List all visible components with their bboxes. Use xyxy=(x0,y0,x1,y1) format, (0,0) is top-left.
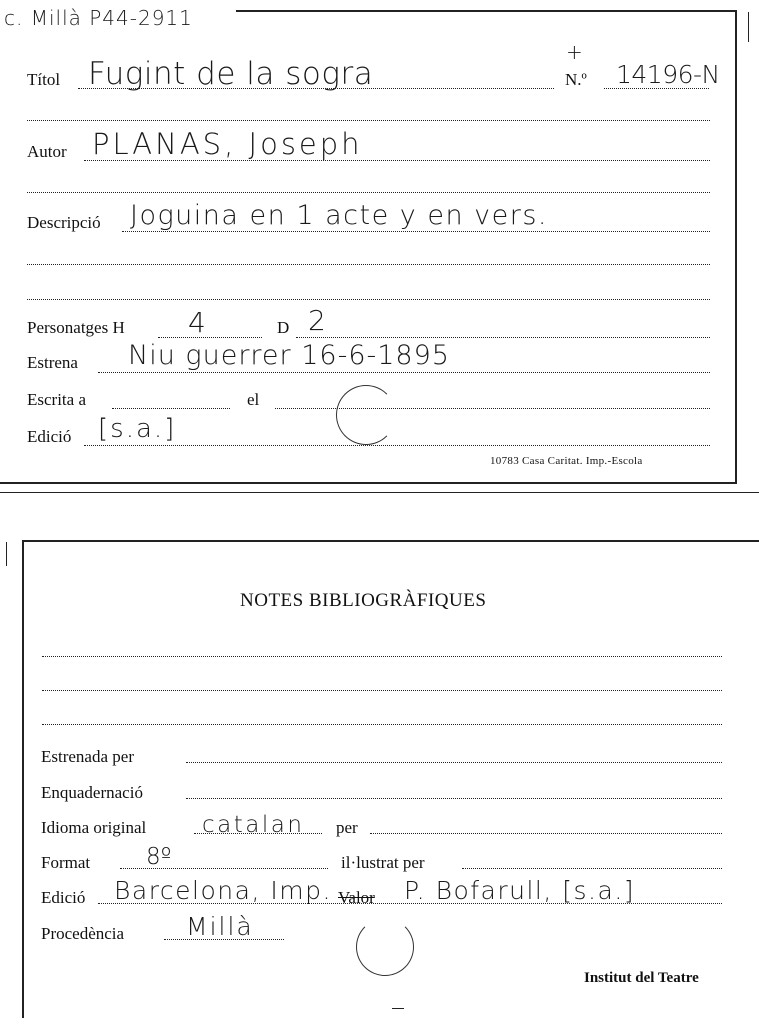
descripcio-label: Descripció xyxy=(27,213,101,232)
d-line xyxy=(296,337,710,338)
descripcio-line xyxy=(122,231,710,232)
estrenada-line xyxy=(186,762,722,763)
edicio-value-2a: Barcelona, Imp. xyxy=(114,876,332,905)
reference-note: c. Millà P44-2911 xyxy=(4,6,193,30)
escrita-label: Escrita a xyxy=(27,390,86,409)
card2-bottom-mark xyxy=(392,1008,404,1009)
d-label: D xyxy=(277,318,290,337)
estrena-value: Niu guerrer 16-6-1895 xyxy=(128,340,450,371)
descripcio-line-3 xyxy=(27,299,710,300)
card1-bottom-edge xyxy=(0,482,737,484)
card2-left-edge xyxy=(22,540,24,1018)
num-mark: + xyxy=(566,40,583,64)
procedencia-label: Procedència xyxy=(41,924,125,943)
descripcio-line-2 xyxy=(27,264,710,265)
institution-label: Institut del Teatre xyxy=(584,970,699,986)
card1-top-edge xyxy=(236,10,736,12)
edicio-value-2b: P. Bofarull, [s.a.] xyxy=(404,876,636,905)
idioma-value: catalan xyxy=(202,812,305,838)
printer-note: 10783 Casa Caritat. Imp.-Escola xyxy=(490,455,643,467)
notes-line-1 xyxy=(42,656,722,657)
card2-edge-mark xyxy=(6,542,7,566)
autor-line-2 xyxy=(27,192,710,193)
num-value: 14196-N xyxy=(616,60,720,89)
procedencia-value: Millà xyxy=(186,912,254,941)
card1-tick-right xyxy=(748,12,749,42)
autor-label: Autor xyxy=(27,142,67,161)
illustrat-line xyxy=(462,868,722,869)
titol-label: Títol xyxy=(27,70,61,89)
punch-hole-2 xyxy=(356,918,414,976)
titol-value: Fugint de la sogra xyxy=(88,56,374,92)
edicio-struck: Valor xyxy=(338,888,375,907)
estrena-line xyxy=(98,372,710,373)
notes-line-3 xyxy=(42,724,722,725)
el-label: el xyxy=(247,390,260,409)
illustrat-label: il·lustrat per xyxy=(341,853,425,872)
enquadernacio-label: Enquadernació xyxy=(41,783,143,802)
autor-value: PLANAS, Joseph xyxy=(92,127,363,161)
format-label: Format xyxy=(41,853,91,872)
d-value: 2 xyxy=(308,304,326,337)
estrenada-label: Estrenada per xyxy=(41,747,134,766)
notes-heading: NOTES BIBLIOGRÀFIQUES xyxy=(240,590,487,611)
personatges-label: Personatges H xyxy=(27,318,125,337)
per-line xyxy=(370,833,722,834)
notes-line-2 xyxy=(42,690,722,691)
card1-right-edge xyxy=(735,10,737,482)
num-label: N.º xyxy=(565,70,587,89)
card2-top-edge xyxy=(22,540,759,542)
catalog-card-2 xyxy=(0,530,759,1028)
catalog-card-1 xyxy=(0,0,759,500)
card1-bottom-edge-2 xyxy=(0,492,759,493)
idioma-label: Idioma original xyxy=(41,818,147,837)
enquadernacio-line xyxy=(186,798,722,799)
edicio-value-1: [s.a.] xyxy=(98,414,177,444)
per-label: per xyxy=(336,818,358,837)
edicio-label-2: Edició xyxy=(41,888,86,907)
punch-hole-1 xyxy=(336,385,396,445)
descripcio-value: Joguina en 1 acte y en vers. xyxy=(130,200,548,231)
format-value: 8º xyxy=(146,844,172,870)
titol-line-2 xyxy=(27,120,710,121)
h-value: 4 xyxy=(188,306,206,339)
h-line xyxy=(158,337,262,338)
edicio-label-1: Edició xyxy=(27,427,72,446)
escrita-line xyxy=(112,408,230,409)
edicio-line-1 xyxy=(84,445,710,446)
estrena-label: Estrena xyxy=(27,353,78,372)
